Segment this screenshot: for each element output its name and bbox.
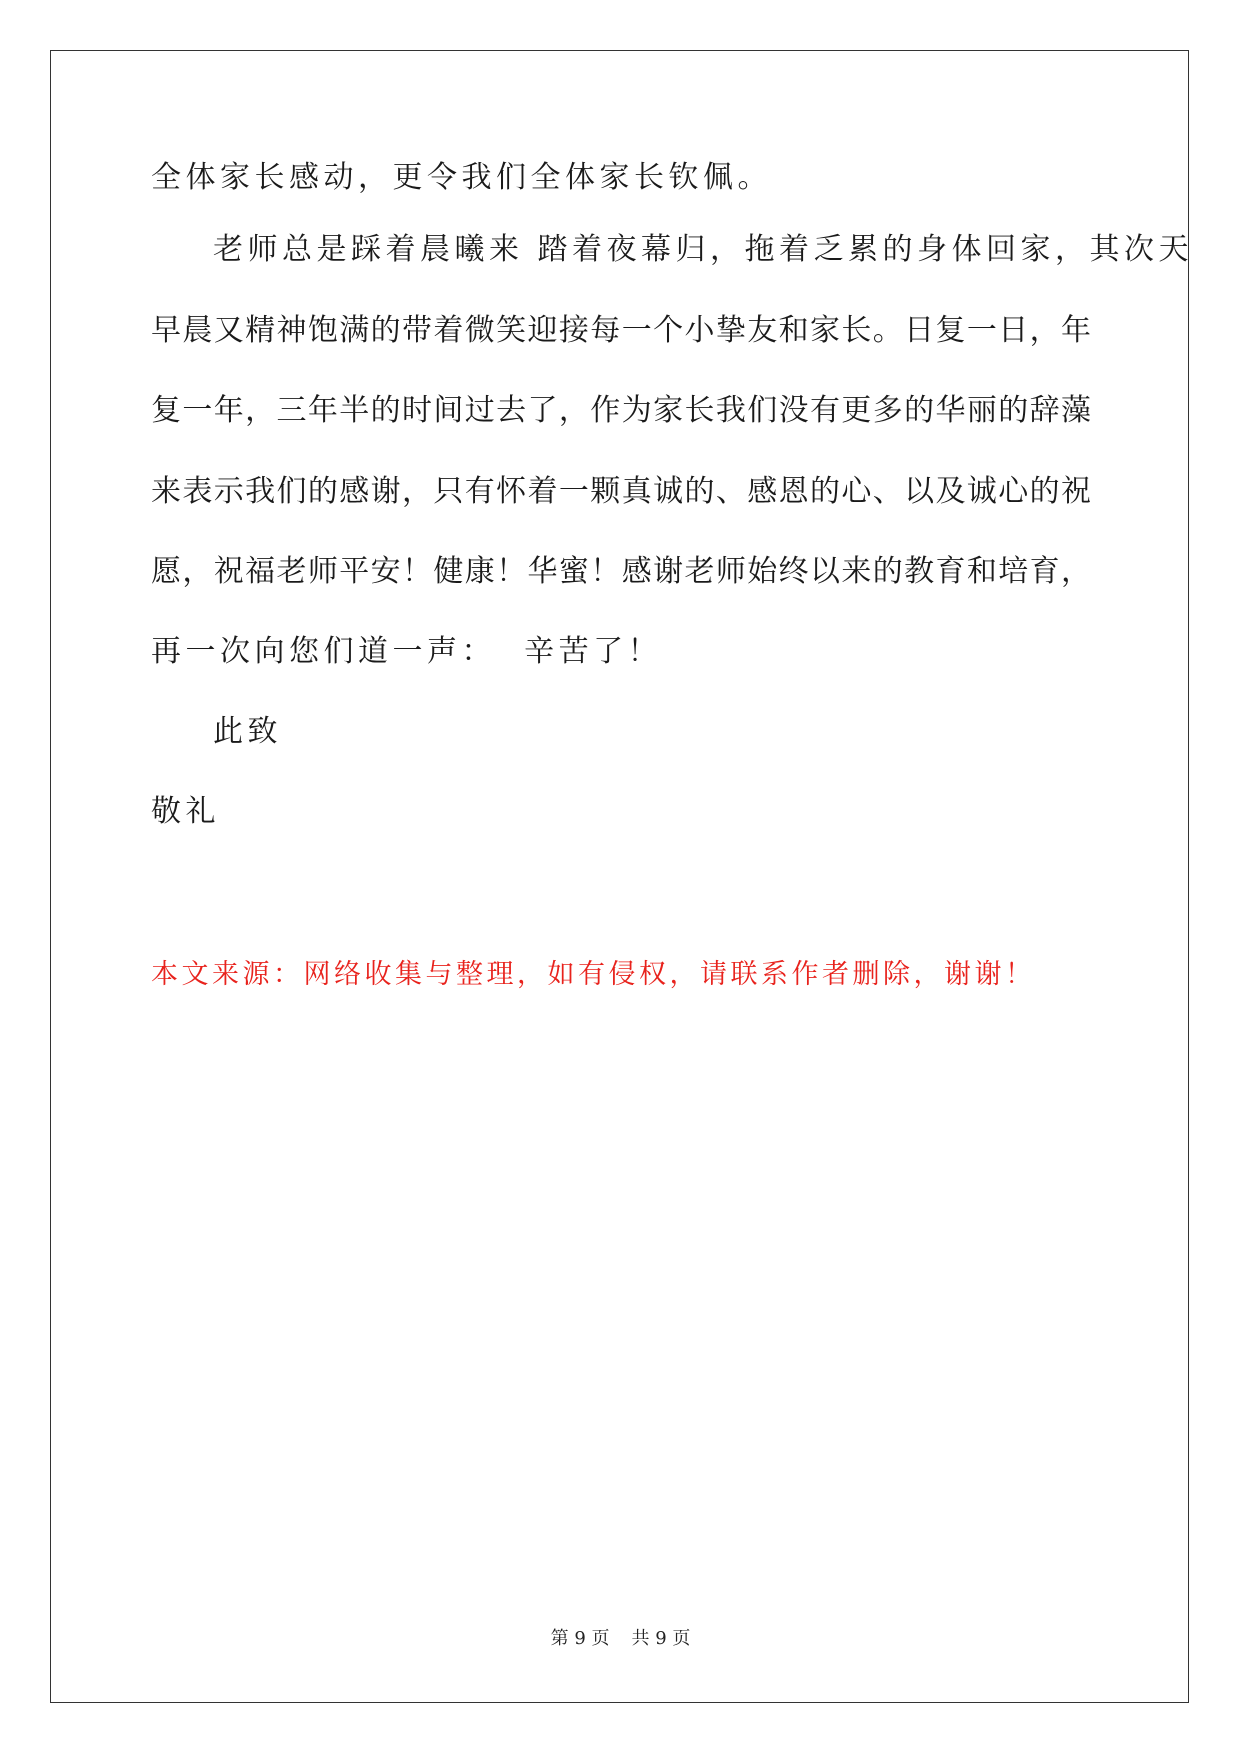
body-line-4: 复一年，三年半的时间过去了，作为家长我们没有更多的华丽的辞藻 (151, 393, 1091, 428)
total-pages-label: 共 9 页 (631, 1628, 691, 1649)
body-line-6: 愿，祝福老师平安！健康！华蜜！感谢老师始终以来的教育和培育， (151, 554, 1091, 589)
body-line-2: 老师总是踩着晨曦来 踏着夜幕归，拖着乏累的身体回家，其次天 (213, 232, 1194, 267)
body-line-1: 全体家长感动，更令我们全体家长钦佩。 (151, 160, 772, 195)
salutation-text: 敬礼 (151, 794, 220, 829)
closing-text: 此致 (213, 714, 282, 749)
source-note: 本文来源：网络收集与整理，如有侵权，请联系作者删除，谢谢！ (151, 959, 1036, 990)
body-line-5: 来表示我们的感谢，只有怀着一颗真诚的、感恩的心、以及诚心的祝 (151, 474, 1091, 509)
page-border (50, 50, 1189, 1703)
body-line-7: 再一次向您们道一声： 辛苦了！ (151, 634, 663, 669)
body-line-3: 早晨又精神饱满的带着微笑迎接每一个小挚友和家长。日复一日，年 (151, 313, 1091, 348)
page-footer (0, 1627, 1241, 1651)
current-page-label: 第 9 页 (550, 1628, 610, 1649)
